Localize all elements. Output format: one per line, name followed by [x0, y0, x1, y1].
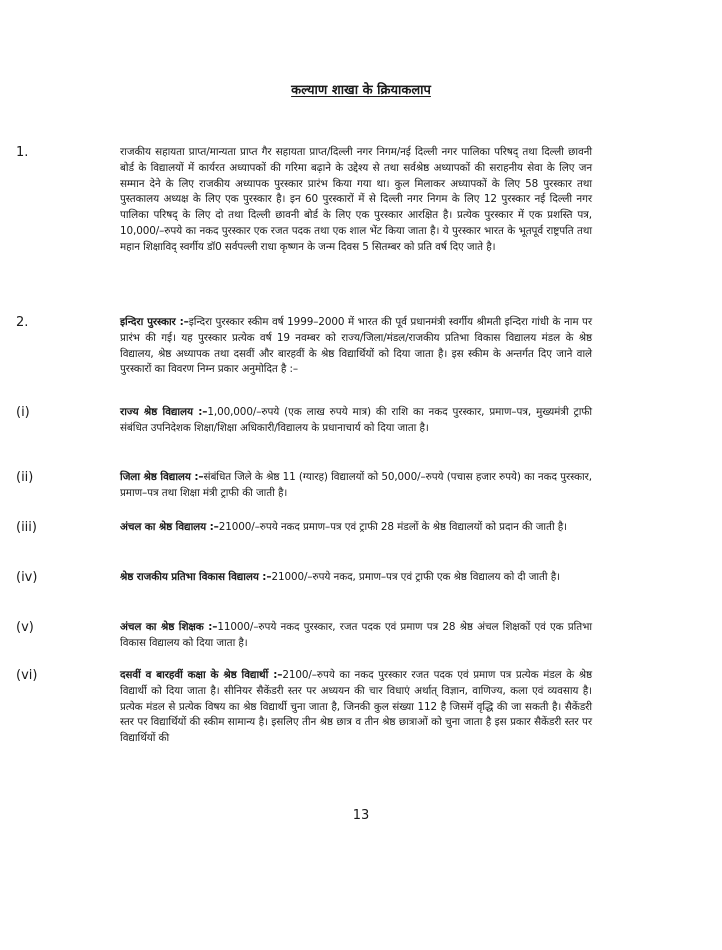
list-item-ii	[16, 470, 592, 502]
item-number: (i)	[16, 405, 30, 420]
item-body: 11000/–रुपये नकद पुरस्कार, रजत पदक एवं प्रमाण पत्र 28 श्रेष्ठ अंचल शिक्षकों एवं एक प्रतिभा विकास विद्यालय को दिया जाता है।	[120, 621, 592, 649]
item-lead: इन्दिरा पुरस्कार :–	[120, 316, 189, 328]
item-number: 2.	[16, 315, 29, 330]
item-body: इन्दिरा पुरस्कार स्कीम वर्ष 1999–2000 में भारत की पूर्व प्रधानमंत्री स्वर्गीय श्रीमती इन्दिरा गांधी के नाम पर प्रारंभ की गई। यह पुरस्कार प्रत्येक वर्ष 19 नवम्बर को राज्य/जिला/मंडल/राजकीय प्रतिभा विकास विद्यालय मंडल के श्रेष्ठ विद्यालय, श्रेष्ठ अध्यापक तथा दसवीं और बारहवीं के श्रेष्ठ विद्यार्थियों को दिया जाता है। इस स्कीम के अन्तर्गत दिए जाने वाले पुरस्कारों का विवरण निम्न प्रकार अनुमोदित है :–	[120, 316, 592, 376]
item-body: राजकीय सहायता प्राप्त/मान्यता प्राप्त गैर सहायता प्राप्त/दिल्ली नगर निगम/नई दिल्ली नगर पालिका परिषद् तथा दिल्ली छावनी बोर्ड के विद्यालयों में कार्यरत अध्यापकों की गरिमा बढ़ाने के उद्देश्य से तथा सर्वश्रेष्ठ अध्यापकों की सराहनीय सेवा के लिए जन सम्मान देने के लिए राजकीय अध्यापक पुरस्कार प्रारंभ किया गया था। कुल मिलाकर अध्यापकों के लिए 58 पुरस्कार तथा पुस्तकालय अध्यक्ष के लिए एक पुरस्कार है। इन 60 पुरस्कारों में से दिल्ली नगर निगम के लिए 12 पुरस्कार नई दिल्ली नगर पालिका परिषद् के लिए दो तथा दिल्ली छावनी बोर्ड के लिए एक पुरस्कार आरक्षित है। प्रत्येक पुरस्कार में एक प्रशस्ति पत्र, 10,000/–रुपये का नकद पुरस्कार एक रजत पदक तथा एक शाल भेंट किया जाता है। ये पुरस्कार भारत के भूतपूर्व राष्ट्रपति तथा महान शिक्षाविद् स्वर्गीय डॉ0 सर्वपल्ली राधा कृष्णन के जन्म दिवस 5 सितम्बर को प्रति वर्ष दिए जाते है।	[120, 146, 592, 253]
list-item-1	[16, 145, 592, 256]
list-item-v	[16, 620, 592, 652]
item-body: 21000/–रुपये नकद, प्रमाण–पत्र एवं ट्राफी एक श्रेष्ठ विद्यालय को दी जाती है।	[271, 571, 560, 583]
item-lead: जिला श्रेष्ठ विद्यालय :–	[120, 471, 204, 483]
item-lead: दसवीं व बारहवीं कक्षा के श्रेष्ठ विद्यार्थी :–	[120, 669, 283, 681]
list-item-iii	[16, 520, 592, 536]
item-lead: श्रेष्ठ राजकीय प्रतिभा विकास विद्यालय :–	[120, 571, 272, 583]
page-title: कल्याण शाखा के क्रियाकलाप	[291, 83, 431, 98]
page-number: 13	[352, 808, 370, 823]
item-lead: अंचल का श्रेष्ठ शिक्षक :–	[120, 621, 218, 633]
item-body: 21000/–रुपये नकद प्रमाण–पत्र एवं ट्राफी 28 मंडलों के श्रेष्ठ विद्यालयों को प्रदान की जाती है।	[218, 521, 568, 533]
item-text	[120, 668, 592, 747]
item-text	[120, 520, 592, 536]
item-text	[120, 405, 592, 437]
list-item-i	[16, 405, 592, 437]
item-text	[120, 620, 592, 652]
item-text	[120, 470, 592, 502]
item-body: संबंधित जिले के श्रेष्ठ 11 (ग्यारह) विद्यालयों को 50,000/–रुपये (पचास हजार रुपये) का नकद पुरस्कार, प्रमाण–पत्र तथा शिक्षा मंत्री ट्राफी की जाती है।	[120, 471, 592, 499]
item-text	[120, 145, 592, 256]
item-number: (ii)	[16, 470, 34, 485]
list-item-vi	[16, 668, 592, 747]
item-lead: अंचल का श्रेष्ठ विद्यालय :–	[120, 521, 219, 533]
item-lead: राज्य श्रेष्ठ विद्यालय :–	[120, 406, 208, 418]
item-number: (iv)	[16, 570, 38, 585]
item-body: 2100/–रुपये का नकद पुरस्कार रजत पदक एवं प्रमाण पत्र प्रत्येक मंडल के श्रेष्ठ विद्यार्थी को दिया जाता है। सीनियर सैकेंडरी स्तर पर अध्ययन की चार विधाएं अर्थात् विज्ञान, वाणिज्य, कला एवं व्यवसाय है। प्रत्येक मंडल से प्रत्येक विषय का श्रेष्ठ विद्यार्थी चुना जाता है, जिनकी कुल संख्या 112 है जिसमें वृद्धि की जा सकती है। सैकेंडरी स्तर पर विद्यार्थियों की स्कीम सामान्य है। इसलिए तीन श्रेष्ठ छात्र व तीन श्रेष्ठ छात्राओं को चुना जाता है इस प्रकार सैकेंडरी स्तर पर विद्यार्थियों की	[120, 669, 592, 745]
list-item-iv	[16, 570, 592, 586]
item-number: (iii)	[16, 520, 37, 535]
item-number: 1.	[16, 145, 29, 160]
item-number: (vi)	[16, 668, 38, 683]
item-number: (v)	[16, 620, 34, 635]
list-item-2	[16, 315, 592, 378]
item-text	[120, 570, 592, 586]
item-text	[120, 315, 592, 378]
item-body: 1,00,000/–रुपये (एक लाख रुपये मात्र) की राशि का नकद पुरस्कार, प्रमाण–पत्र, मुख्यमंत्री ट्राफी संबंधित उपनिदेशक शिक्षा/शिक्षा अधिकारी/विद्यालय के प्रधानाचार्य को दिया जाता है।	[120, 406, 592, 434]
